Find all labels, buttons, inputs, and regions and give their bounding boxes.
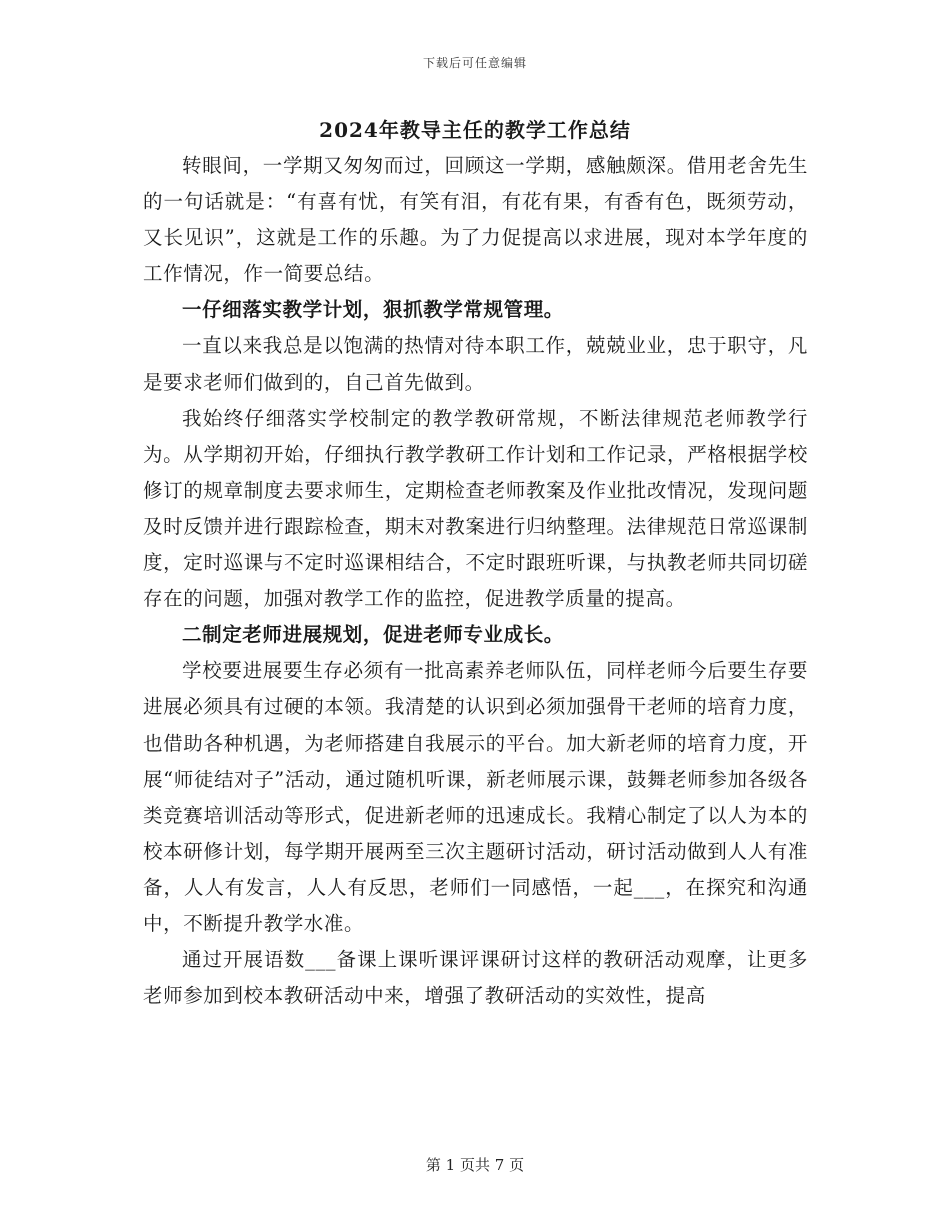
paragraph: 通过开展语数___备课上课听课评课研讨这样的教研活动观摩，让更多老师参加到校本教研活动中来，增强了教研活动的实效性，提高 <box>143 948 808 1008</box>
paragraph: 我始终仔细落实学校制定的教学教研常规，不断法律规范老师教学行为。从学期初开始，仔细执行教学教研工作计划和工作记录，严格根据学校修订的规章制度去要求师生，定期检查老师教案及作业批改情况，发现问题及时反馈并进行跟踪检查，期末对教案进行归纳整理。法律规范日常巡课制度，定时巡课与不定时巡课相结合，不定时跟班听课，与执教老师共同切磋存在的问题，加强对教学工作的监控，促进教学质量的提高。 <box>143 406 808 611</box>
paragraph-intro: 转眼间，一学期又匆匆而过，回顾这一学期，感触颇深。借用老舍先生的一句话就是：“有喜有忧，有笑有泪，有花有果，有香有色，既须劳动，又长见识”，这就是工作的乐趣。为了力促提高以求进展，现对本学年度的工作情况，作一简要总结。 <box>143 154 808 286</box>
section-heading-2: 二制定老师进展规划，促进老师专业成长。 <box>182 623 564 647</box>
section-heading-1: 一仔细落实教学计划，狠抓教学常规管理。 <box>182 298 564 322</box>
page-footer: 第 1 页共 7 页 <box>425 1156 525 1174</box>
document-body <box>143 148 808 1014</box>
paragraph: 学校要进展要生存必须有一批高素养老师队伍，同样老师今后要生存要进展必须具有过硬的本领。我清楚的认识到必须加强骨干老师的培育力度，也借助各种机遇，为老师搭建自我展示的平台。加大新老师的培育力度，开展“师徒结对子”活动，通过随机听课，新老师展示课，鼓舞老师参加各级各类竞赛培训活动等形式，促进新老师的迅速成长。我精心制定了以人为本的校本研修计划，每学期开展两至三次主题研讨活动，研讨活动做到人人有准备，人人有发言，人人有反思，老师们一同感悟，一起___，在探究和沟通中，不断提升教学水准。 <box>143 659 808 935</box>
header-note: 下载后可任意编辑 <box>422 56 527 70</box>
paragraph: 一直以来我总是以饱满的热情对待本职工作，兢兢业业，忠于职守，凡是要求老师们做到的，自己首先做到。 <box>143 334 808 394</box>
document-title: 2024年教导主任的教学工作总结 <box>319 118 631 142</box>
